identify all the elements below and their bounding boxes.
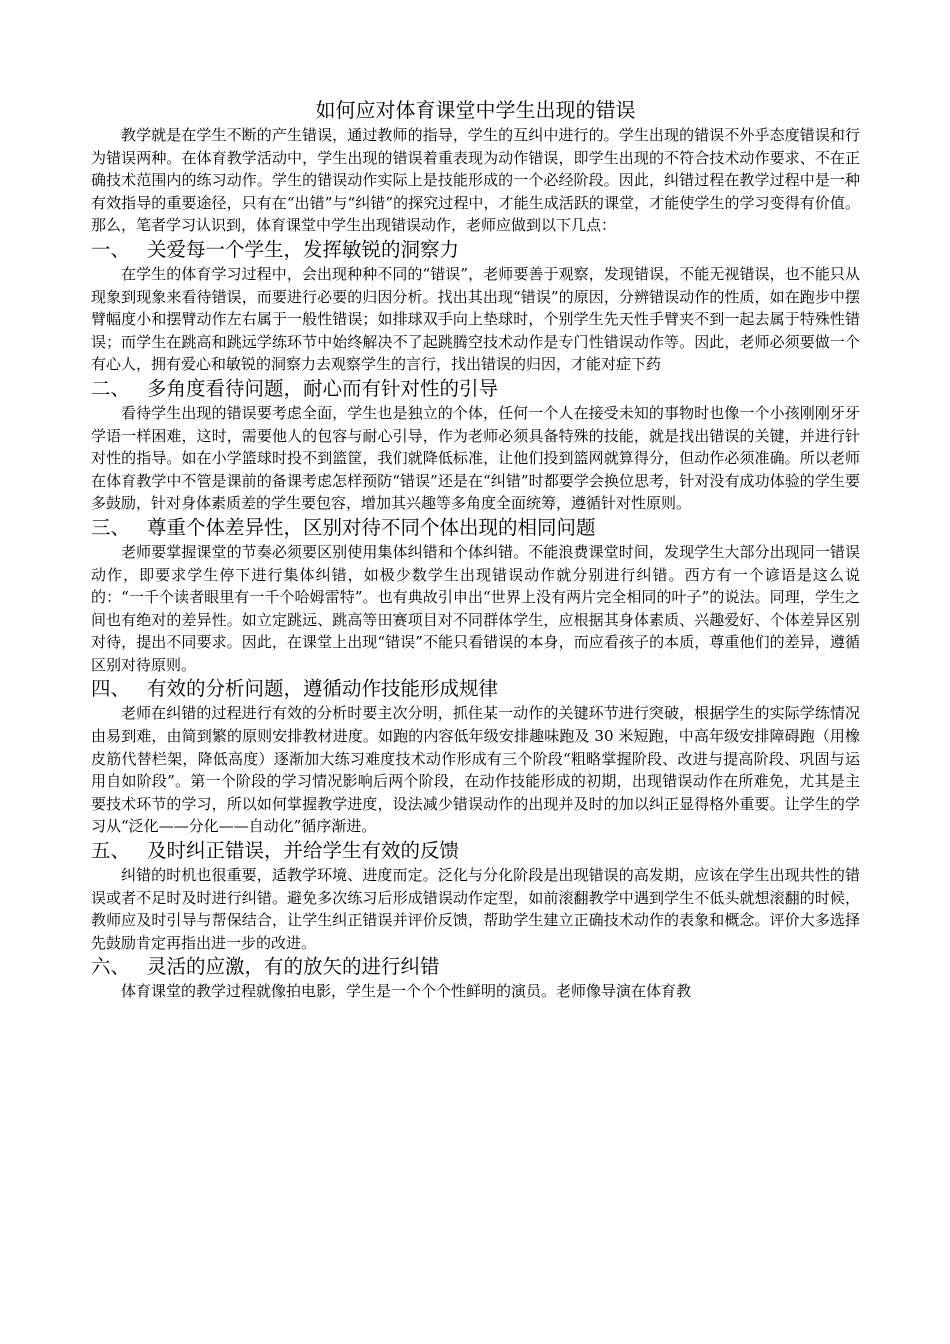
section-heading-text: 有效的分析问题，遵循动作技能形成规律 [147, 677, 499, 701]
section-2 [91, 376, 860, 515]
section-heading [91, 237, 860, 263]
section-heading-text: 关爱每一个学生，发挥敏锐的洞察力 [147, 237, 460, 261]
section-body: 纠错的时机也很重要，适教学环境、进度而定。泛化与分化阶段是出现错误的高发期，应该在学生出现共性的错误或者不足时及时进行纠错。避免多次练习后形成错误动作定型，如前滚翻教学中遇到学生不低头就想滚翻的时候，教师应及时引导与帮保结合，让学生纠正错误并评价反馈，帮助学生建立正确技术动作的表象和概念。评价大多选择先鼓励肯定再指出进一步的改进。 [91, 866, 860, 952]
section-heading [91, 515, 860, 541]
section-5 [91, 838, 860, 954]
section-4 [91, 676, 860, 838]
section-body: 体育课堂的教学过程就像拍电影，学生是一个个个性鲜明的演员。老师像导演在体育教 [121, 982, 692, 1001]
section-heading-text: 多角度看待问题，耐心而有针对性的引导 [147, 376, 499, 400]
section-number: 六、 [91, 955, 131, 979]
section-number: 四、 [91, 677, 131, 701]
document-page [91, 96, 860, 1003]
section-heading-text: 灵活的应激，有的放矢的进行纠错 [147, 955, 440, 979]
section-body: 老师要掌握课堂的节奏必须要区别使用集体纠错和个体纠错。不能浪费课堂时间，发现学生大部分出现同一错误动作，即要求学生停下进行集体纠错，如极少数学生出现错误动作就分别进行纠错。西方有一个谚语是这么说的：“一千个读者眼里有一千个哈姆雷特”。也有典故引申出“世界上没有两片完全相同的叶子”的说法。同理，学生之间也有绝对的差异性。如立定跳远、跳高等田赛项目对不同群体学生，应根据其身体素质、兴趣爱好、个体差异区别对待，提出不同要求。因此，在课堂上出现“错误”不能只看错误的本身，而应看孩子的本质，尊重他们的差异，遵循区别对待原则。 [91, 542, 860, 674]
section-6 [91, 954, 860, 1003]
section-body: 在学生的体育学习过程中，会出现种种不同的“错误”，老师要善于观察，发现错误，不能无视错误，也不能只从现象到现象来看待错误，而要进行必要的归因分析。找出其出现“错误”的原因，分辨错误动作的性质，如在跑步中摆臂幅度小和摆臂动作左右属于一般性错误；如排球双手向上垫球时，个别学生先天性手臂夹不到一起去属于特殊性错误；而学生在跳高和跳远学练环节中始终解决不了起跳腾空技术动作是专门性错误动作等。因此，老师必须要做一个有心人，拥有爱心和敏锐的洞察力去观察学生的言行，找出错误的归因，才能对症下药 [91, 264, 860, 374]
section-number: 五、 [91, 839, 131, 863]
section-heading-text: 尊重个体差异性，区别对待不同个体出现的相同问题 [147, 515, 596, 539]
section-3 [91, 515, 860, 677]
section-number: 二、 [91, 376, 131, 400]
section-number: 三、 [91, 515, 131, 539]
section-heading-text: 及时纠正错误，并给学生有效的反馈 [147, 839, 460, 863]
section-body: 看待学生出现的错误要考虑全面，学生也是独立的个体，任何一个人在接受未知的事物时也像一个小孩刚刚牙牙学语一样困难，这时，需要他人的包容与耐心引导，作为老师必须具备特殊的技能，就是找出错误的关键，并进行针对性的指导。如在小学篮球时投不到篮筐，我们就降低标准，让他们投到篮网就算得分，但动作必须准确。所以老师在体育教学中不管是课前的备课考虑怎样预防“错误”还是在“纠错”时都要学会换位思考，针对没有成功体验的学生要多鼓励，针对身体素质差的学生要包容，增加其兴趣等多角度全面统筹，遵循针对性原则。 [91, 403, 860, 513]
section-heading [91, 676, 860, 702]
section-heading [91, 954, 860, 980]
section-heading [91, 376, 860, 402]
section-number: 一、 [91, 237, 131, 261]
section-body: 老师在纠错的过程进行有效的分析时要主次分明，抓住某一动作的关键环节进行突破，根据学生的实际学练情况由易到难，由简到繁的原则安排教材进度。如跑的内容低年级安排趣味跑及 30 米短跑，中高年级安排障碍跑（用橡皮筋代替栏架，降低高度）逐渐加大练习难度技术动作形成有三个阶段“粗略掌握阶段、改进与提高阶段、巩固与运用自如阶段”。第一个阶段的学习情况影响后两个阶段，在动作技能形成的初期，出现错误动作在所难免，尤其是主要技术环节的学习，所以如何掌握教学进度，设法减少错误动作的出现并及时的加以纠正显得格外重要。让学生的学习从“泛化——分化——自动化”循序渐进。 [91, 704, 860, 836]
section-heading [91, 838, 860, 864]
section-1 [91, 237, 860, 376]
document-title: 如何应对体育课堂中学生出现的错误 [315, 98, 636, 122]
intro-paragraph: 教学就是在学生不断的产生错误，通过教师的指导，学生的互纠中进行的。学生出现的错误不外乎态度错误和行为错误两种。在体育教学活动中，学生出现的错误着重表现为动作错误，即学生出现的不符合技术动作要求、不在正确技术范围内的练习动作。学生的错误动作实际上是技能形成的一个必经阶段。因此，纠错过程在教学过程中是一种有效指导的重要途径，只有在“出错”与“纠错”的探究过程中，才能生成活跃的课堂，才能使学生的学习变得有价值。那么，笔者学习认识到，体育课堂中学生出现错误动作，老师应做到以下几点： [91, 126, 860, 235]
